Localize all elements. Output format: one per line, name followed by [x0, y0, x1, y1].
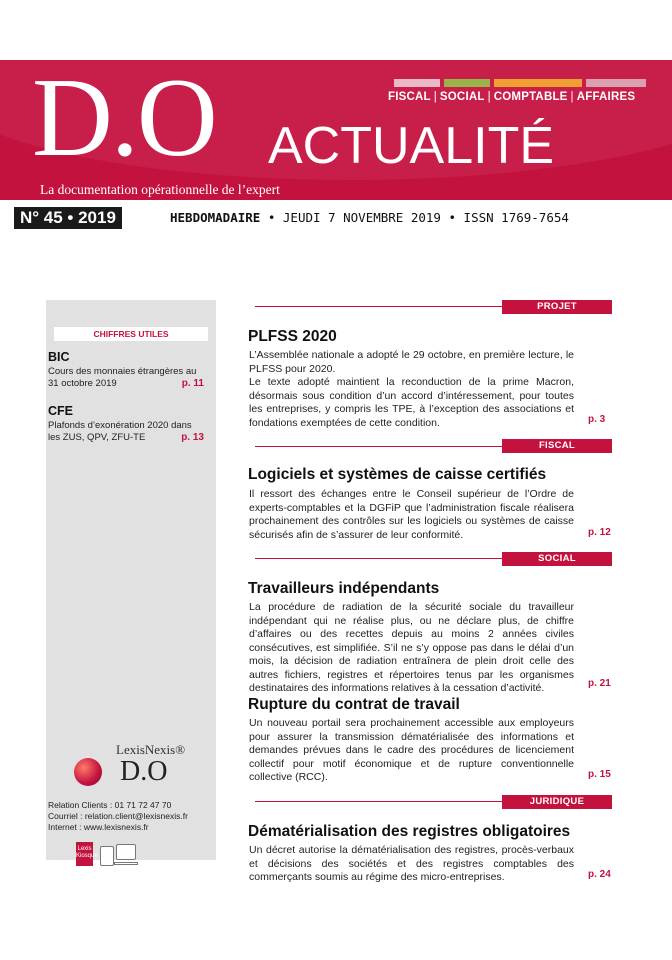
section-tag-social: SOCIAL — [502, 552, 612, 566]
lexisnexis-logo — [72, 742, 202, 788]
lexisnexis-wordmark: LexisNexis® — [116, 742, 186, 757]
lexisnexis-sphere-icon — [74, 758, 102, 786]
article-page[interactable]: p. 21 — [588, 678, 611, 689]
contacts — [48, 800, 188, 833]
issue-number: N° 45 • 2019 — [14, 207, 122, 229]
logo-actualite: ACTUALITÉ — [268, 117, 555, 175]
sidebar-item-desc: Cours des monnaies étrangères au 31 octobre 2019 — [48, 366, 197, 389]
category-social: SOCIAL — [439, 91, 485, 103]
sidebar-heading: CHIFFRES UTILES — [54, 327, 208, 341]
category-affaires: AFFAIRES — [576, 91, 636, 103]
desktop-icon — [116, 844, 136, 860]
article-title[interactable]: Travailleurs indépendants — [248, 580, 440, 597]
article-body: Un nouveau portail sera prochainement accessible aux employeurs pour assurer la transmission dématérialisée des informations et demandes prévues dans le cadre des procédures de licenciement collectif pour motif économique et de rupture conventionnelle collective (RCC). — [249, 717, 574, 783]
tagline: La documentation opérationnelle de l’expert — [40, 182, 280, 197]
issue-frequency: HEBDOMADAIRE — [170, 210, 261, 225]
lexis-kiosque[interactable] — [76, 842, 140, 868]
category-bar-social — [444, 79, 490, 87]
category-bar-fiscal — [394, 79, 440, 87]
issue-date: JEUDI 7 NOVEMBRE 2019 — [282, 210, 441, 225]
sidebar-item-title: BIC — [48, 350, 70, 364]
issue-row — [14, 207, 634, 229]
article-page[interactable]: p. 12 — [588, 527, 611, 538]
article-title[interactable]: Rupture du contrat de travail — [248, 696, 460, 713]
category-bar-affaires — [586, 79, 646, 87]
article-body: Un décret autorise la dématérialisation des registres, procès-verbaux et décisions des sociétés et des registres comptables des commerçants soumis au régime des micro-entreprises. — [249, 844, 574, 883]
issue-sep: • — [448, 210, 457, 225]
article-body: La procédure de radiation de la sécurité sociale du travailleur indépendant qui ne réalise plus, ou ne déclare plus, de chiffre d’affaires ou des recettes depuis au moins 2 années civiles consécutives, est simplifiée. S’il ne s’y oppose pas dans le délai d’un mois, la décision de radiation entraînera de plein droit celle des autres fichiers, registres et répertoires tenus par les organismes destinataires des informations relatives à la cessation d’activité. — [249, 601, 574, 694]
sidebar-item-page[interactable]: p. 11 — [181, 378, 204, 389]
category-fiscal: FISCAL — [388, 91, 431, 103]
article-title[interactable]: PLFSS 2020 — [248, 328, 337, 345]
logo-do: D.O — [32, 56, 216, 180]
kiosque-badge: Lexis Kiosque — [76, 842, 93, 866]
section-tag-fiscal: FISCAL — [502, 439, 612, 453]
contact-phone: Relation Clients : 01 71 72 47 70 — [48, 800, 172, 810]
article-title[interactable]: Logiciels et systèmes de caisse certifiés — [248, 466, 547, 483]
tablet-icon — [100, 846, 114, 866]
category-comptable: COMPTABLE — [493, 91, 568, 103]
article-body: L’Assemblée nationale a adopté le 29 octobre, en première lecture, le PLFSS pour 2020. Le texte adopté maintient la reconduction de la prime Macron, désormais sous condition d’un accord d’intéressement, pour toutes les entreprises, y compris les TPE, à l’exception des associations et fondations exemptées de cette condition. — [249, 349, 574, 429]
sidebar-item-title: CFE — [48, 404, 73, 418]
article-title[interactable]: Dématérialisation des registres obligatoires — [248, 823, 571, 840]
issue-issn: ISSN 1769-7654 — [463, 210, 569, 225]
sidebar-item-page[interactable]: p. 13 — [181, 432, 204, 443]
article-page[interactable]: p. 15 — [588, 769, 611, 780]
sidebar-item-desc: Plafonds d’exonération 2020 dans les ZUS, QPV, ZFU-TE — [48, 420, 192, 443]
article-page[interactable]: p. 3 — [588, 414, 606, 425]
laptop-base-icon — [114, 862, 138, 865]
section-tag-juridique: JURIDIQUE — [502, 795, 612, 809]
category-color-bars — [394, 79, 646, 87]
article-body: Il ressort des échanges entre le Conseil supérieur de l’Ordre de experts-comptables et la DGFiP que l’administration fiscale réalisera prochainement des contrôles sur les logiciels ou systèmes de caisse sécurisés afin de s’assurer de leur conformité. — [249, 488, 574, 541]
section-tag-projet: PROJET — [502, 300, 612, 314]
category-tabs: FISCAL | SOCIAL | COMPTABLE | AFFAIRES — [388, 91, 636, 103]
contact-email[interactable]: Courriel : relation.client@lexisnexis.fr — [48, 811, 188, 821]
category-bar-comptable — [494, 79, 582, 87]
article-page[interactable]: p. 24 — [588, 869, 611, 880]
contact-website[interactable]: Internet : www.lexisnexis.fr — [48, 822, 149, 832]
issue-sep: • — [267, 210, 276, 225]
issue-info — [170, 210, 569, 225]
lexisnexis-do: D.O — [120, 756, 168, 787]
